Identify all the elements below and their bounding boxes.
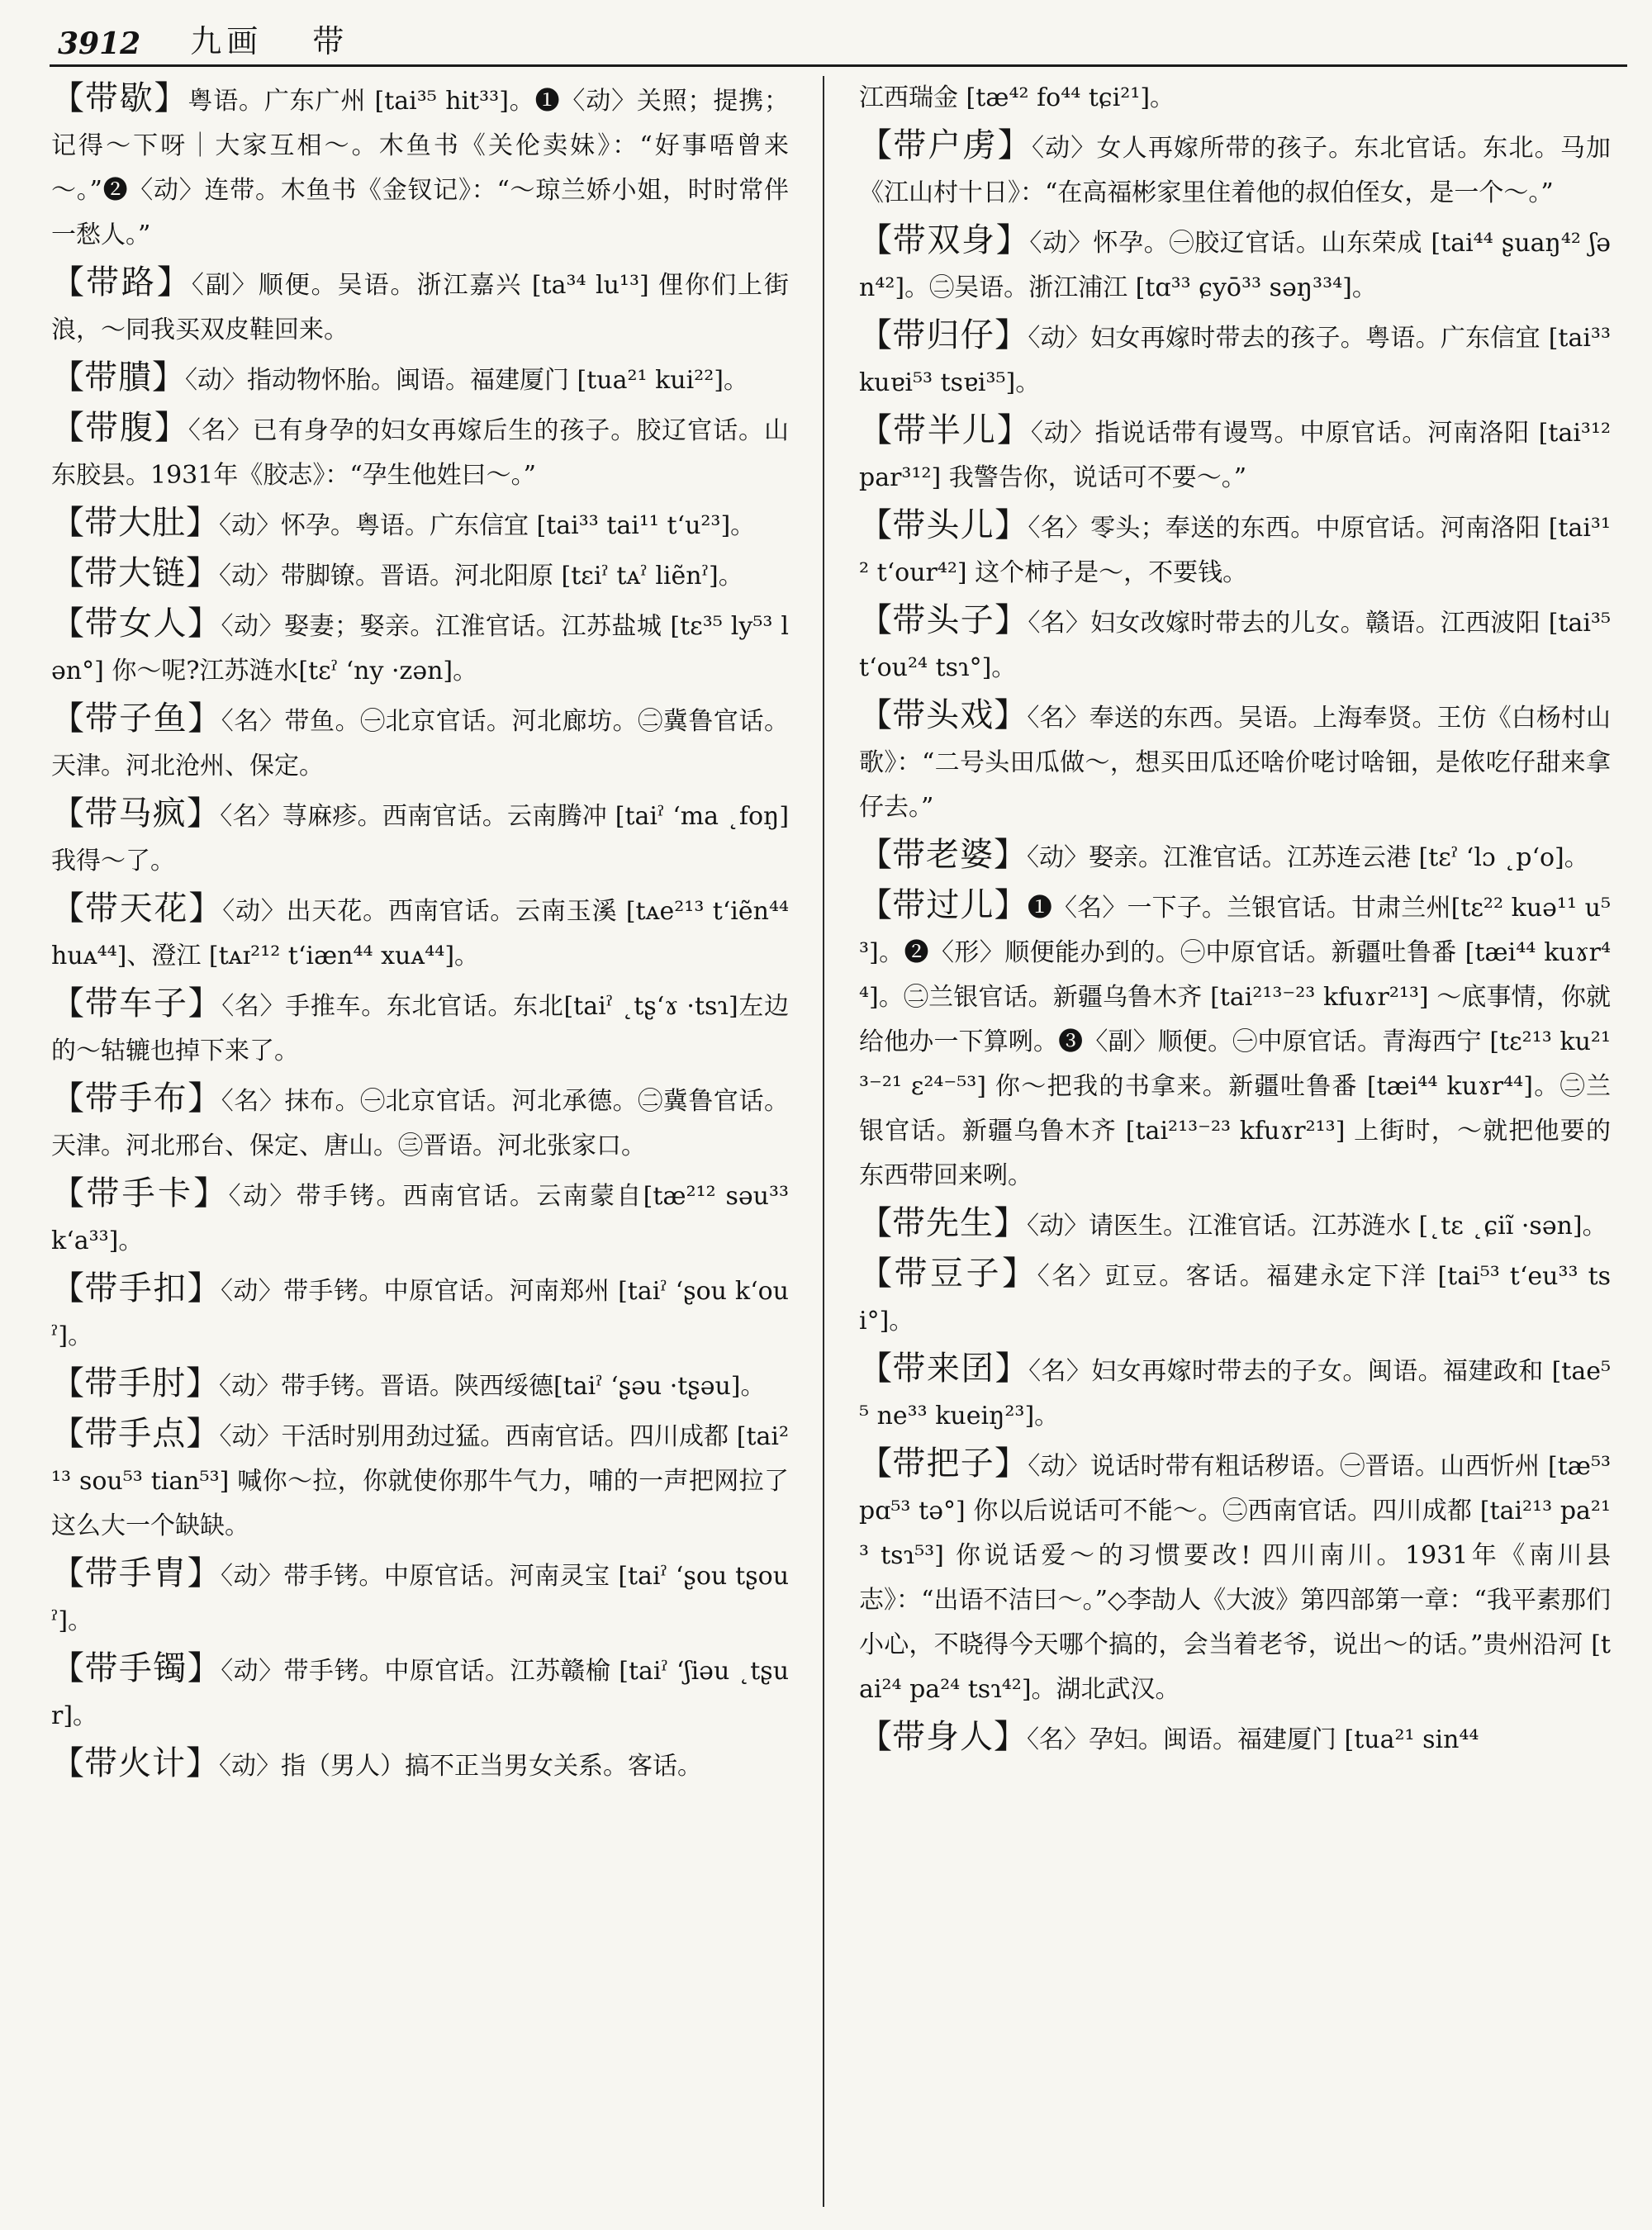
definition: 〈动〉指说话带有谩骂。中原官话。河南洛阳 [tai³¹² par³¹²] 我警告你，说话可不要～。” (859, 419, 1611, 492)
definition: 〈名〉孕妇。闽语。福建厦门 [tua²¹ sin⁴⁴ (1027, 1725, 1479, 1754)
bracket-open: 【 (859, 316, 893, 354)
dictionary-entry (51, 76, 789, 258)
bracket-close: 】 (193, 1174, 229, 1212)
bracket-open: 【 (51, 1079, 85, 1117)
bracket-open: 【 (51, 1269, 85, 1307)
bracket-open: 【 (51, 605, 85, 643)
headword: 带手布 (84, 1079, 188, 1117)
headword: 带马疯 (84, 795, 187, 833)
definition: 〈动〉干活时别用劲过猛。西南官话。四川成都 [tai²¹³ sou⁵³ tian⁵³] 喊你～拉，你就使你那牛气力，哺的一声把网拉了这么大一个缺缺。 (51, 1422, 789, 1540)
headword: 带手扣 (84, 1269, 188, 1307)
bracket-close: 】 (186, 1415, 220, 1453)
bracket-close: 】 (996, 411, 1031, 449)
definition: 〈动〉娶妻；娶亲。江淮官话。江苏盐城 [tɛ³⁵ ly⁵³ lən°] 你～呢?江苏涟水[tɛˀ ‘ny ·zən]。 (51, 612, 789, 686)
bracket-close: 】 (156, 263, 192, 301)
bracket-close: 】 (994, 886, 1028, 924)
left-column (51, 76, 789, 2213)
headword: 带火计 (84, 1744, 186, 1782)
bracket-open: 【 (859, 126, 894, 164)
headword: 带双身 (892, 221, 996, 259)
headword: 带手点 (84, 1415, 187, 1453)
dictionary-entry (859, 833, 1611, 880)
bracket-open: 【 (859, 1718, 892, 1756)
headword: 带手卡 (86, 1174, 194, 1212)
dictionary-entry (859, 408, 1611, 501)
dictionary-entry (51, 601, 789, 694)
dictionary-entry (51, 1646, 789, 1739)
definition: 〈动〉带手铐。中原官话。河南灵宝 [taiˀ ‘ʂou tʂouˀ]。 (51, 1562, 789, 1635)
headword: 带手镯 (84, 1649, 188, 1687)
definition: 〈名〉妇女再嫁时带去的子女。闽语。福建政和 [tae⁵⁵ ne³³ kueiŋ²³]。 (859, 1357, 1611, 1431)
bracket-close: 】 (188, 700, 221, 738)
headword: 带大链 (84, 554, 186, 592)
header-section: 九画 (190, 23, 263, 59)
bracket-close: 】 (187, 1649, 221, 1687)
dictionary-entry (859, 76, 1611, 121)
bracket-close: 】 (186, 504, 219, 542)
headword: 带子鱼 (84, 700, 188, 738)
bracket-open: 【 (51, 1649, 85, 1687)
header-character: 带 (312, 23, 344, 59)
headword: 带手肘 (84, 1364, 186, 1402)
dictionary-entry (51, 260, 789, 353)
bracket-close: 】 (994, 1718, 1027, 1756)
bracket-open: 【 (51, 1554, 85, 1592)
bracket-close: 】 (994, 836, 1027, 874)
bracket-open: 【 (51, 409, 85, 447)
bracket-close: 】 (995, 506, 1028, 544)
dictionary-entry (51, 355, 789, 403)
definition: 〈动〉出天花。西南官话。云南玉溪 [tᴀe²¹³ t‘iẽn⁴⁴ huᴀ⁴⁴]、澄江 [tᴀɪ²¹² t‘iæn⁴⁴ xuᴀ⁴⁴]。 (51, 897, 789, 970)
definition: 〈名〉已有身孕的妇女再嫁后生的孩子。胶辽官话。山东胶县。1931年《胶志》：“孕生他姓曰～。” (51, 416, 789, 490)
bracket-close: 】 (152, 358, 185, 396)
dictionary-entry (859, 598, 1611, 690)
dictionary-entry (859, 123, 1611, 216)
dictionary-entry (859, 218, 1611, 311)
header-rule (50, 64, 1627, 67)
right-column (859, 76, 1611, 2213)
dictionary-entry (859, 1251, 1611, 1344)
bracket-close: 】 (154, 409, 188, 447)
dictionary-entry (51, 1171, 789, 1264)
bracket-open: 【 (859, 696, 893, 734)
headword: 带归仔 (892, 316, 995, 354)
bracket-close: 】 (994, 1445, 1028, 1483)
bracket-open: 【 (51, 985, 85, 1022)
page-header (58, 15, 1627, 61)
definition: 〈动〉怀孕。㊀胶辽官话。山东荣成 [tai⁴⁴ ʂuaŋ⁴² ʃən⁴²]。㊁吴语。浙江浦江 [tɑ³³ ɕyō³³ səŋ³³⁴]。 (859, 229, 1611, 302)
headword: 带腹 (84, 409, 154, 447)
headword: 带女人 (84, 605, 188, 643)
bracket-open: 【 (51, 263, 86, 301)
headword: 带把子 (892, 1445, 995, 1483)
definition: 〈名〉抹布。㊀北京官话。河北承德。㊁冀鲁官话。天津。河北邢台、保定、唐山。㊂晋语。河北张家口。 (51, 1087, 789, 1160)
headword: 带手胄 (84, 1554, 188, 1592)
bracket-open: 【 (51, 1364, 84, 1402)
definition: 〈名〉荨麻疹。西南官话。云南腾冲 [taiˀ ‘ma ˛foŋ] 我得～了。 (51, 802, 789, 875)
headword: 带先生 (892, 1204, 994, 1242)
dictionary-entry (859, 883, 1611, 1198)
dictionary-entry (51, 1551, 789, 1644)
bracket-open: 【 (859, 836, 892, 874)
definition: 〈动〉带手铐。晋语。陕西绥德[taiˀ ‘ʂəu ·tʂəu]。 (219, 1372, 766, 1401)
definition: 〈动〉娶亲。江淮官话。江苏连云港 [tɛˀ ‘lɔ ˛p‘o]。 (1027, 843, 1589, 872)
definition: 〈名〉妇女改嫁时带去的儿女。赣语。江西波阳 [tai³⁵ t‘ou²⁴ tsɿ°]。 (859, 609, 1611, 682)
headword: 带膭 (84, 358, 152, 396)
dictionary-entry (51, 886, 789, 979)
definition: 〈名〉手推车。东北官话。东北[taiˀ ˛tʂ‘ɤ ·tsɿ]左边的～轱辘也掉下来了。 (51, 992, 789, 1065)
definition: 〈名〉带鱼。㊀北京官话。河北廊坊。㊁冀鲁官话。天津。河北沧州、保定。 (51, 707, 789, 780)
dictionary-entry (51, 1266, 789, 1359)
dictionary-entry (51, 1741, 789, 1789)
bracket-open: 【 (859, 1255, 895, 1293)
bracket-open: 【 (51, 795, 85, 833)
headword: 带身人 (892, 1718, 994, 1756)
headword: 带大肚 (84, 504, 186, 542)
bracket-open: 【 (859, 886, 893, 924)
dictionary-entry (859, 503, 1611, 595)
bracket-open: 【 (51, 358, 84, 396)
bracket-open: 【 (51, 700, 85, 738)
bracket-close: 】 (187, 1269, 221, 1307)
headword: 带豆子 (894, 1255, 1003, 1293)
dictionary-entry (51, 551, 789, 599)
bracket-close: 】 (995, 316, 1028, 354)
definition: 〈名〉豇豆。客话。福建永定下洋 [tai⁵³ t‘eu³³ tsi°]。 (859, 1262, 1611, 1336)
bracket-close: 】 (186, 795, 221, 833)
headword: 带路 (85, 263, 157, 301)
definition: 〈动〉带手铐。中原官话。河南郑州 [taiˀ ‘ʂou k‘ouˀ]。 (51, 1277, 789, 1350)
headword: 带车子 (84, 985, 188, 1022)
definition: 〈动〉妇女再嫁时带去的孩子。粤语。广东信宜 [tai³³ kuɐi⁵³ tsɐi³⁵]。 (859, 324, 1611, 397)
dictionary-entry (51, 406, 789, 498)
bracket-close: 】 (1002, 1255, 1037, 1293)
dictionary-entry (859, 1346, 1611, 1439)
bracket-open: 【 (859, 411, 893, 449)
dictionary-entry (51, 1412, 789, 1549)
dictionary-entry (859, 693, 1611, 830)
page-number: 3912 (58, 26, 141, 61)
definition: 粤语。广东广州 [tai³⁵ hit³³]。❶〈动〉关照；提携；记得～下呀｜大家互相～。木鱼书《关伦卖妹》：“好事唔曾来～。”❷〈动〉连带。木鱼书《金钗记》：“～琼兰娇小姐，时时常伴一愁人。” (51, 87, 789, 249)
bracket-close: 】 (186, 1364, 219, 1402)
headword: 带户虏 (893, 126, 998, 164)
headword: 带来囝 (892, 1350, 995, 1388)
bracket-close: 】 (186, 554, 219, 592)
bracket-close: 】 (154, 79, 188, 117)
bracket-open: 【 (51, 890, 85, 928)
bracket-close: 】 (188, 985, 222, 1022)
dictionary-entry (51, 696, 789, 789)
definition: 〈动〉女人再嫁所带的孩子。东北官话。东北。马加《江山村十日》：“在高福彬家里住着他的叔伯侄女，是一个～。” (859, 134, 1611, 207)
bracket-open: 【 (859, 601, 893, 639)
bracket-open: 【 (51, 1174, 87, 1212)
definition: ❶〈名〉一下子。兰银官话。甘肃兰州[tɛ²² kuə¹¹ u⁵³]。❷〈形〉顺便能办到的。㊀中原官话。新疆吐鲁番 [tæi⁴⁴ kuɤr⁴⁴]。㊁兰银官话。新疆乌鲁木齐 [tai²¹³⁻²³ kfuɤr²¹³] ～底事情，你就给他办一下算咧。❸〈副〉顺便。㊀中原官话。青海西宁 [tɛ²¹³ ku²¹³⁻²¹ ɛ²⁴⁻⁵³] 你～把我的书拿来。新疆吐鲁番 [tæi⁴⁴ kuɤr⁴⁴]。㊁兰银官话。新疆乌鲁木齐 [tai²¹³⁻²³ kfuɤr²¹³] 上街时，～就把他要的东西带回来咧。 (859, 894, 1611, 1190)
headword: 带老婆 (892, 836, 994, 874)
dictionary-entry (859, 1441, 1611, 1712)
bracket-open: 【 (51, 79, 85, 117)
headword: 带头儿 (892, 506, 995, 544)
dictionary-entry (51, 1076, 789, 1169)
bracket-close: 】 (186, 1744, 219, 1782)
bracket-close: 】 (994, 1204, 1027, 1242)
definition: 〈名〉奉送的东西。吴语。上海奉贤。王仿《白杨村山歌》：“二号头田瓜做～，想买田瓜还啥价咾讨啥钿，是侬吃仔甜来拿仔去。” (859, 704, 1611, 822)
dictionary-entry (51, 791, 789, 884)
bracket-open: 【 (859, 506, 893, 544)
bracket-close: 】 (187, 605, 221, 643)
dictionary-entry (51, 981, 789, 1074)
definition: 〈动〉带脚镣。晋语。河北阳原 [tɛiˀ tᴀˀ liẽnˀ]。 (219, 562, 743, 591)
column-divider (823, 76, 824, 2207)
definition: 〈动〉说话时带有粗话秽语。㊀晋语。山西忻州 [tæ⁵³ pɑ⁵³ tə°] 你以后说话可不能～。㊁西南官话。四川成都 [tai²¹³ pa²¹³ tsɿ⁵³] 你说话爱～的习惯要改! 四川南川。1931年《南川县志》：“出语不洁曰～。”◇李劼人《大波》第四部第一章：“我平素那们小心，不晓得今天哪个搞的，会当着老爷，说出～的话。”贵州沿河 [tai²⁴ pa²⁴ tsɿ⁴²]。湖北武汉。 (859, 1452, 1611, 1704)
definition: 〈动〉指（男人）搞不正当男女关系。客话。 (219, 1752, 702, 1781)
bracket-open: 【 (51, 1744, 84, 1782)
definition: 〈动〉带手铐。中原官话。江苏赣榆 [taiˀ ‘ʃiəu ˛tʂur]。 (51, 1657, 789, 1730)
dictionary-entry (51, 1361, 789, 1409)
bracket-open: 【 (859, 1445, 893, 1483)
bracket-close: 】 (995, 221, 1030, 259)
headword: 带过儿 (892, 886, 995, 924)
bracket-open: 【 (859, 1204, 892, 1242)
definition: 〈副〉顺便。吴语。浙江嘉兴 [ta³⁴ lu¹³] 俚你们上街浪，～同我买双皮鞋回来。 (51, 271, 789, 344)
bracket-close: 】 (994, 696, 1028, 734)
headword: 带头戏 (892, 696, 995, 734)
bracket-close: 】 (995, 601, 1028, 639)
dictionary-entry (859, 1715, 1611, 1763)
dictionary-entry (859, 313, 1611, 406)
headword: 带歇 (84, 79, 154, 117)
bracket-open: 【 (859, 221, 893, 259)
bracket-open: 【 (51, 504, 84, 542)
headword: 带半儿 (892, 411, 997, 449)
definition: 江西瑞金 [tæ⁴² fo⁴⁴ tɕi²¹]。 (859, 83, 1175, 112)
bracket-close: 】 (995, 1350, 1029, 1388)
bracket-open: 【 (51, 1415, 85, 1453)
bracket-close: 】 (187, 1554, 221, 1592)
definition: 〈名〉零头；奉送的东西。中原官话。河南洛阳 [tai³¹² t‘our⁴²] 这个柿子是～，不要钱。 (859, 514, 1611, 587)
headword: 带头子 (892, 601, 995, 639)
dictionary-entry (859, 1201, 1611, 1249)
definition: 〈动〉请医生。江淮官话。江苏涟水 [˛tɛ ˛ɕiĩ ·sən]。 (1027, 1212, 1607, 1241)
bracket-open: 【 (51, 554, 84, 592)
bracket-close: 】 (188, 1079, 221, 1117)
bracket-close: 】 (188, 890, 223, 928)
bracket-close: 】 (997, 126, 1032, 164)
definition: 〈动〉指动物怀胎。闽语。福建厦门 [tua²¹ kui²²]。 (185, 366, 748, 395)
definition: 〈动〉带手铐。西南官话。云南蒙自[tæ²¹² səu³³ k‘a³³]。 (51, 1182, 789, 1255)
definition: 〈动〉怀孕。粤语。广东信宜 [tai³³ tai¹¹ t‘u²³]。 (219, 511, 756, 540)
bracket-open: 【 (859, 1350, 893, 1388)
headword: 带天花 (84, 890, 189, 928)
dictionary-entry (51, 501, 789, 548)
